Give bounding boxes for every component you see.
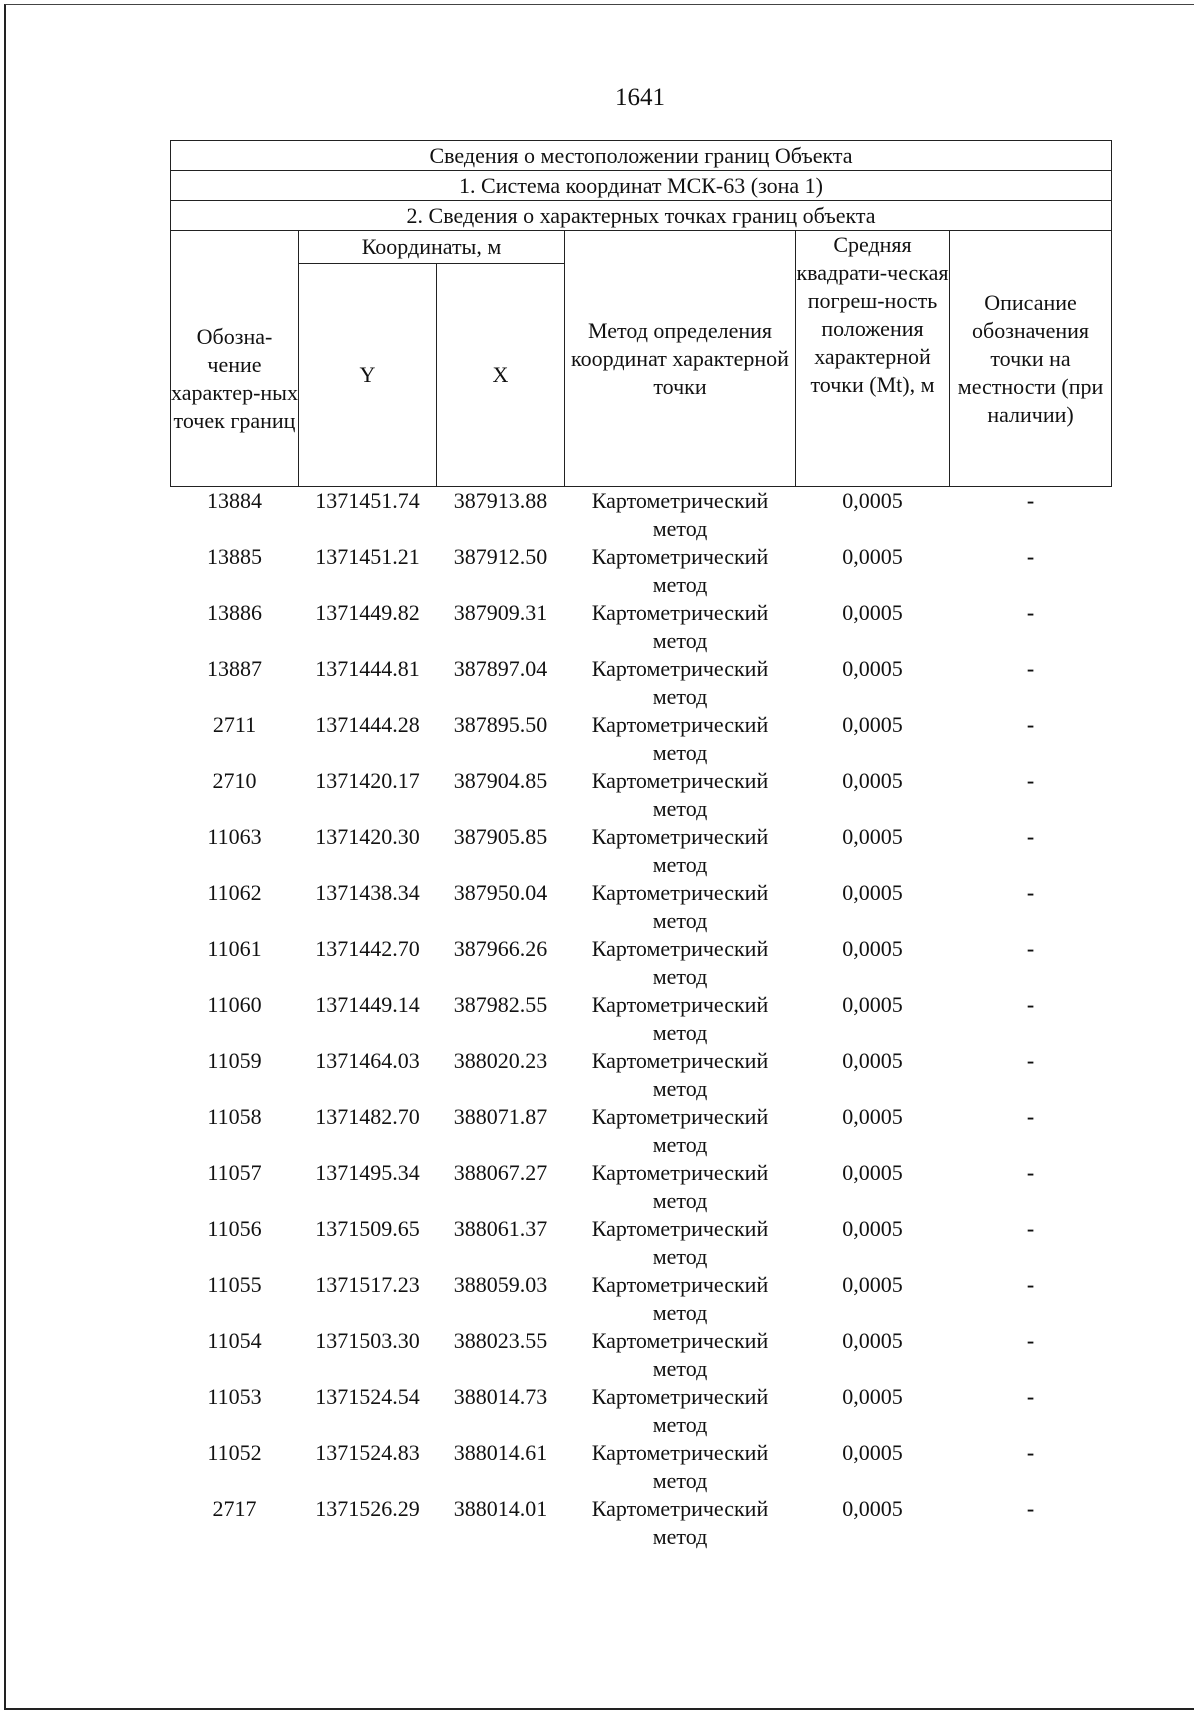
- description-cell: -: [1026, 1272, 1035, 1297]
- point-id-cell: 11058: [207, 1104, 262, 1129]
- point-id-cell: 11060: [207, 992, 262, 1017]
- mt-cell: 0,0005: [842, 1440, 903, 1465]
- method-line-2: метод: [652, 852, 708, 877]
- table-row: [171, 991, 1112, 1047]
- y-coordinate-cell: 1371509.65: [315, 1216, 420, 1241]
- x-coordinate-cell: 388014.61: [453, 1440, 548, 1465]
- header-mt: Средняя квадрати-ческая погреш-ность положения характерной точки (Mt), м: [796, 231, 950, 487]
- description-cell: -: [1026, 880, 1035, 905]
- method-line-1: Картометрический: [591, 544, 769, 569]
- method-line-2: метод: [652, 1076, 708, 1101]
- method-cell: [565, 543, 796, 599]
- table-title: Сведения о местоположении границ Объекта: [171, 141, 1112, 171]
- x-coordinate-cell: 388059.03: [453, 1272, 548, 1297]
- method-line-2: метод: [652, 1356, 708, 1381]
- table-row: [171, 767, 1112, 823]
- point-id-cell: 11063: [207, 824, 262, 849]
- table-row: [171, 1495, 1112, 1551]
- method-line-2: метод: [652, 1300, 708, 1325]
- y-coordinate-cell: 1371420.17: [315, 768, 420, 793]
- mt-cell: 0,0005: [842, 544, 903, 569]
- method-line-2: метод: [652, 1132, 708, 1157]
- y-coordinate-cell: 1371524.83: [315, 1440, 420, 1465]
- method-line-2: метод: [652, 1188, 708, 1213]
- table-row: [171, 823, 1112, 879]
- coordinate-system: 1. Система координат МСК-63 (зона 1): [171, 171, 1112, 201]
- method-line-1: Картометрический: [591, 712, 769, 737]
- description-cell: -: [1026, 656, 1035, 681]
- method-line-2: метод: [652, 1020, 708, 1045]
- method-line-1: Картометрический: [591, 936, 769, 961]
- mt-cell: 0,0005: [842, 1496, 903, 1521]
- point-id-cell: 13885: [207, 544, 262, 569]
- x-coordinate-cell: 387905.85: [453, 824, 548, 849]
- header-coordinates: Координаты, м: [299, 231, 565, 264]
- mt-cell: 0,0005: [842, 1328, 903, 1353]
- y-coordinate-cell: 1371449.82: [315, 600, 420, 625]
- method-line-1: Картометрический: [591, 1440, 769, 1465]
- x-coordinate-cell: 388071.87: [453, 1104, 548, 1129]
- table-row: [171, 1439, 1112, 1495]
- method-cell: [565, 711, 796, 767]
- x-coordinate-cell: 388023.55: [453, 1328, 548, 1353]
- method-cell: [565, 1215, 796, 1271]
- x-coordinate-cell: 387982.55: [453, 992, 548, 1017]
- method-line-1: Картометрический: [591, 1496, 769, 1521]
- description-cell: -: [1026, 600, 1035, 625]
- point-id-cell: 11052: [207, 1440, 262, 1465]
- y-coordinate-cell: 1371524.54: [315, 1384, 420, 1409]
- point-id-cell: 13886: [207, 600, 262, 625]
- section-title: 2. Сведения о характерных точках границ объекта: [171, 201, 1112, 231]
- x-coordinate-cell: 387909.31: [453, 600, 548, 625]
- header-y: Y: [299, 264, 437, 487]
- mt-cell: 0,0005: [842, 936, 903, 961]
- description-cell: -: [1026, 1104, 1035, 1129]
- method-line-1: Картометрический: [591, 1384, 769, 1409]
- x-coordinate-cell: 388014.01: [453, 1496, 548, 1521]
- description-cell: -: [1026, 488, 1035, 513]
- method-cell: [565, 1383, 796, 1439]
- x-coordinate-cell: 387966.26: [453, 936, 548, 961]
- description-cell: -: [1026, 1160, 1035, 1185]
- table-row: [171, 1215, 1112, 1271]
- point-id-cell: 11054: [207, 1328, 262, 1353]
- method-line-2: метод: [652, 964, 708, 989]
- point-id-cell: 2717: [212, 1496, 257, 1521]
- y-coordinate-cell: 1371482.70: [315, 1104, 420, 1129]
- method-line-1: Картометрический: [591, 1216, 769, 1241]
- description-cell: -: [1026, 1048, 1035, 1073]
- point-id-cell: 11056: [207, 1216, 262, 1241]
- description-cell: -: [1026, 1384, 1035, 1409]
- table-row: [171, 1327, 1112, 1383]
- mt-cell: 0,0005: [842, 1104, 903, 1129]
- x-coordinate-cell: 387950.04: [453, 880, 548, 905]
- mt-cell: 0,0005: [842, 1216, 903, 1241]
- method-line-2: метод: [652, 1412, 708, 1437]
- header-designation: Обозна-чение характер-ных точек границ: [171, 231, 299, 487]
- method-line-1: Картометрический: [591, 824, 769, 849]
- method-cell: [565, 1047, 796, 1103]
- description-cell: -: [1026, 936, 1035, 961]
- method-cell: [565, 1439, 796, 1495]
- header-description: Описание обозначения точки на местности (при наличии): [950, 231, 1112, 487]
- page-number: 1641: [615, 84, 665, 111]
- method-line-2: метод: [652, 740, 708, 765]
- x-coordinate-cell: 388061.37: [453, 1216, 548, 1241]
- method-line-2: метод: [652, 1524, 708, 1549]
- header-x: X: [437, 264, 565, 487]
- description-cell: -: [1026, 1440, 1035, 1465]
- y-coordinate-cell: 1371517.23: [315, 1272, 420, 1297]
- method-line-1: Картометрический: [591, 1104, 769, 1129]
- header-method: Метод определения координат характерной точки: [565, 231, 796, 487]
- mt-cell: 0,0005: [842, 600, 903, 625]
- x-coordinate-cell: 387897.04: [453, 656, 548, 681]
- boundary-points-table: [170, 140, 1112, 1551]
- y-coordinate-cell: 1371495.34: [315, 1160, 420, 1185]
- x-coordinate-cell: 387895.50: [453, 712, 548, 737]
- method-cell: [565, 1271, 796, 1327]
- table-row: [171, 543, 1112, 599]
- description-cell: -: [1026, 824, 1035, 849]
- point-id-cell: 11053: [207, 1384, 262, 1409]
- table-row: [171, 487, 1112, 544]
- method-line-1: Картометрический: [591, 1048, 769, 1073]
- mt-cell: 0,0005: [842, 992, 903, 1017]
- point-id-cell: 2710: [212, 768, 257, 793]
- method-line-2: метод: [652, 572, 708, 597]
- method-cell: [565, 655, 796, 711]
- method-line-2: метод: [652, 1468, 708, 1493]
- description-cell: -: [1026, 1216, 1035, 1241]
- y-coordinate-cell: 1371503.30: [315, 1328, 420, 1353]
- method-cell: [565, 1327, 796, 1383]
- x-coordinate-cell: 387912.50: [453, 544, 548, 569]
- point-id-cell: 2711: [212, 712, 257, 737]
- method-cell: [565, 879, 796, 935]
- method-line-1: Картометрический: [591, 1160, 769, 1185]
- mt-cell: 0,0005: [842, 488, 903, 513]
- method-cell: [565, 767, 796, 823]
- point-id-cell: 11061: [207, 936, 262, 961]
- table-row: [171, 879, 1112, 935]
- method-cell: [565, 935, 796, 991]
- table-row: [171, 1047, 1112, 1103]
- method-line-1: Картометрический: [591, 600, 769, 625]
- mt-cell: 0,0005: [842, 1384, 903, 1409]
- mt-cell: 0,0005: [842, 656, 903, 681]
- mt-cell: 0,0005: [842, 1272, 903, 1297]
- description-cell: -: [1026, 1328, 1035, 1353]
- method-line-1: Картометрический: [591, 488, 769, 513]
- table-row: [171, 1271, 1112, 1327]
- y-coordinate-cell: 1371449.14: [315, 992, 420, 1017]
- y-coordinate-cell: 1371526.29: [315, 1496, 420, 1521]
- method-cell: [565, 1159, 796, 1215]
- description-cell: -: [1026, 992, 1035, 1017]
- method-cell: [565, 599, 796, 655]
- method-line-2: метод: [652, 1244, 708, 1269]
- method-line-1: Картометрический: [591, 880, 769, 905]
- point-id-cell: 11057: [207, 1160, 262, 1185]
- point-id-cell: 11062: [207, 880, 262, 905]
- method-line-1: Картометрический: [591, 768, 769, 793]
- description-cell: -: [1026, 712, 1035, 737]
- point-id-cell: 11059: [207, 1048, 262, 1073]
- method-cell: [565, 487, 796, 544]
- mt-cell: 0,0005: [842, 880, 903, 905]
- method-line-2: метод: [652, 796, 708, 821]
- description-cell: -: [1026, 768, 1035, 793]
- table-body: [171, 487, 1112, 1552]
- method-cell: [565, 1495, 796, 1551]
- method-line-2: метод: [652, 628, 708, 653]
- method-line-2: метод: [652, 684, 708, 709]
- y-coordinate-cell: 1371438.34: [315, 880, 420, 905]
- table-row: [171, 711, 1112, 767]
- method-line-1: Картометрический: [591, 992, 769, 1017]
- table-row: [171, 1383, 1112, 1439]
- table-row: [171, 1103, 1112, 1159]
- x-coordinate-cell: 387904.85: [453, 768, 548, 793]
- table-row: [171, 599, 1112, 655]
- table-row: [171, 935, 1112, 991]
- y-coordinate-cell: 1371444.28: [315, 712, 420, 737]
- x-coordinate-cell: 387913.88: [453, 488, 548, 513]
- mt-cell: 0,0005: [842, 1048, 903, 1073]
- method-line-2: метод: [652, 908, 708, 933]
- x-coordinate-cell: 388067.27: [453, 1160, 548, 1185]
- table-row: [171, 655, 1112, 711]
- method-line-1: Картометрический: [591, 1272, 769, 1297]
- x-coordinate-cell: 388020.23: [453, 1048, 548, 1073]
- description-cell: -: [1026, 1496, 1035, 1521]
- y-coordinate-cell: 1371444.81: [315, 656, 420, 681]
- y-coordinate-cell: 1371451.74: [315, 488, 420, 513]
- y-coordinate-cell: 1371420.30: [315, 824, 420, 849]
- mt-cell: 0,0005: [842, 768, 903, 793]
- y-coordinate-cell: 1371464.03: [315, 1048, 420, 1073]
- point-id-cell: 13884: [207, 488, 262, 513]
- method-line-1: Картометрический: [591, 1328, 769, 1353]
- mt-cell: 0,0005: [842, 1160, 903, 1185]
- method-line-1: Картометрический: [591, 656, 769, 681]
- method-line-2: метод: [652, 516, 708, 541]
- method-cell: [565, 823, 796, 879]
- x-coordinate-cell: 388014.73: [453, 1384, 548, 1409]
- description-cell: -: [1026, 544, 1035, 569]
- point-id-cell: 11055: [207, 1272, 262, 1297]
- method-cell: [565, 1103, 796, 1159]
- table-row: [171, 1159, 1112, 1215]
- mt-cell: 0,0005: [842, 824, 903, 849]
- point-id-cell: 13887: [207, 656, 262, 681]
- y-coordinate-cell: 1371442.70: [315, 936, 420, 961]
- mt-cell: 0,0005: [842, 712, 903, 737]
- method-cell: [565, 991, 796, 1047]
- y-coordinate-cell: 1371451.21: [315, 544, 420, 569]
